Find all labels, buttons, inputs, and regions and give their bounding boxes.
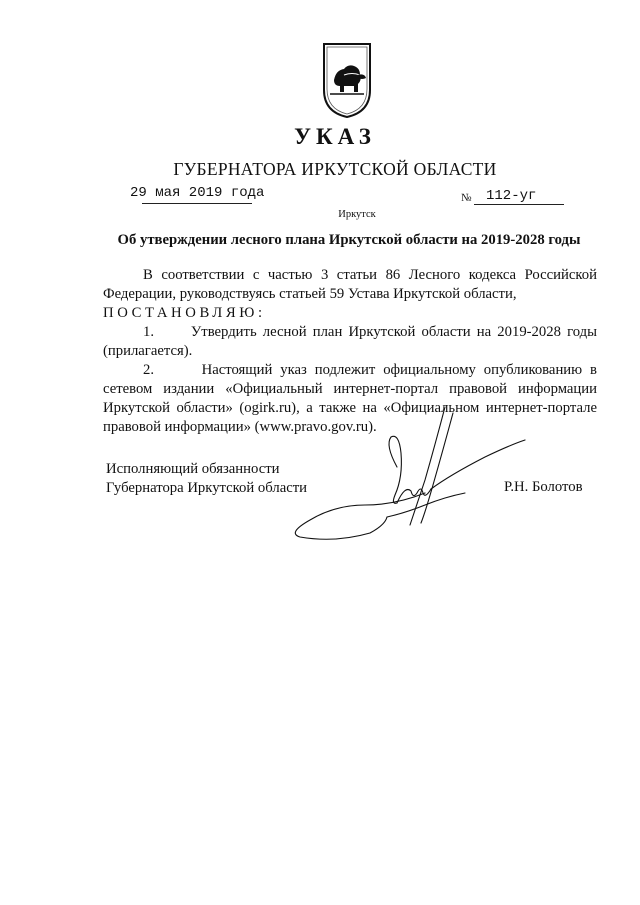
handwritten-signature: [275, 405, 535, 560]
item-1-line: 1. Утвердить лесной план Иркутской области на 2019-2028 годы: [143, 324, 597, 340]
city-label: Иркутск: [338, 209, 376, 220]
number-underline: [474, 204, 564, 205]
coat-of-arms-icon: [322, 42, 372, 118]
decree-word: ПОСТАНОВЛЯЮ:: [103, 305, 266, 321]
page-subtitle: ГУБЕРНАТОРА ИРКУТСКОЙ ОБЛАСТИ: [173, 159, 497, 179]
preamble-line: Федерации, руководствуясь статьей 59 Устава Иркутской области,: [103, 286, 517, 302]
document-number: 112-уг: [486, 188, 537, 204]
preamble-line: В соответствии с частью 3 статьи 86 Лесного кодекса Российской: [143, 267, 597, 283]
item-2-line: Иркутской области» (ogirk.ru), а также на «Официальном интернет-портале: [103, 400, 597, 416]
page-title: УКАЗ: [294, 124, 376, 149]
item-2-line: сетевом издании «Официальный интернет-портал правовой информации: [103, 381, 597, 397]
position-line: Губернатора Иркутской области: [106, 480, 308, 496]
document-date: 29 мая 2019 года: [130, 185, 265, 201]
item-2-line: правовой информации» (www.pravo.gov.ru).: [103, 419, 377, 435]
item-2-line: 2. Настоящий указ подлежит официальному опубликованию в: [143, 362, 597, 378]
item-1-line: (прилагается).: [103, 343, 193, 359]
signatory-name: Р.Н. Болотов: [504, 479, 583, 495]
date-underline: [142, 203, 252, 204]
position-line: Исполняющий обязанности: [106, 461, 280, 477]
document-heading: Об утверждении лесного плана Иркутской области на 2019-2028 годы: [117, 232, 581, 248]
number-sign: №: [461, 192, 472, 204]
